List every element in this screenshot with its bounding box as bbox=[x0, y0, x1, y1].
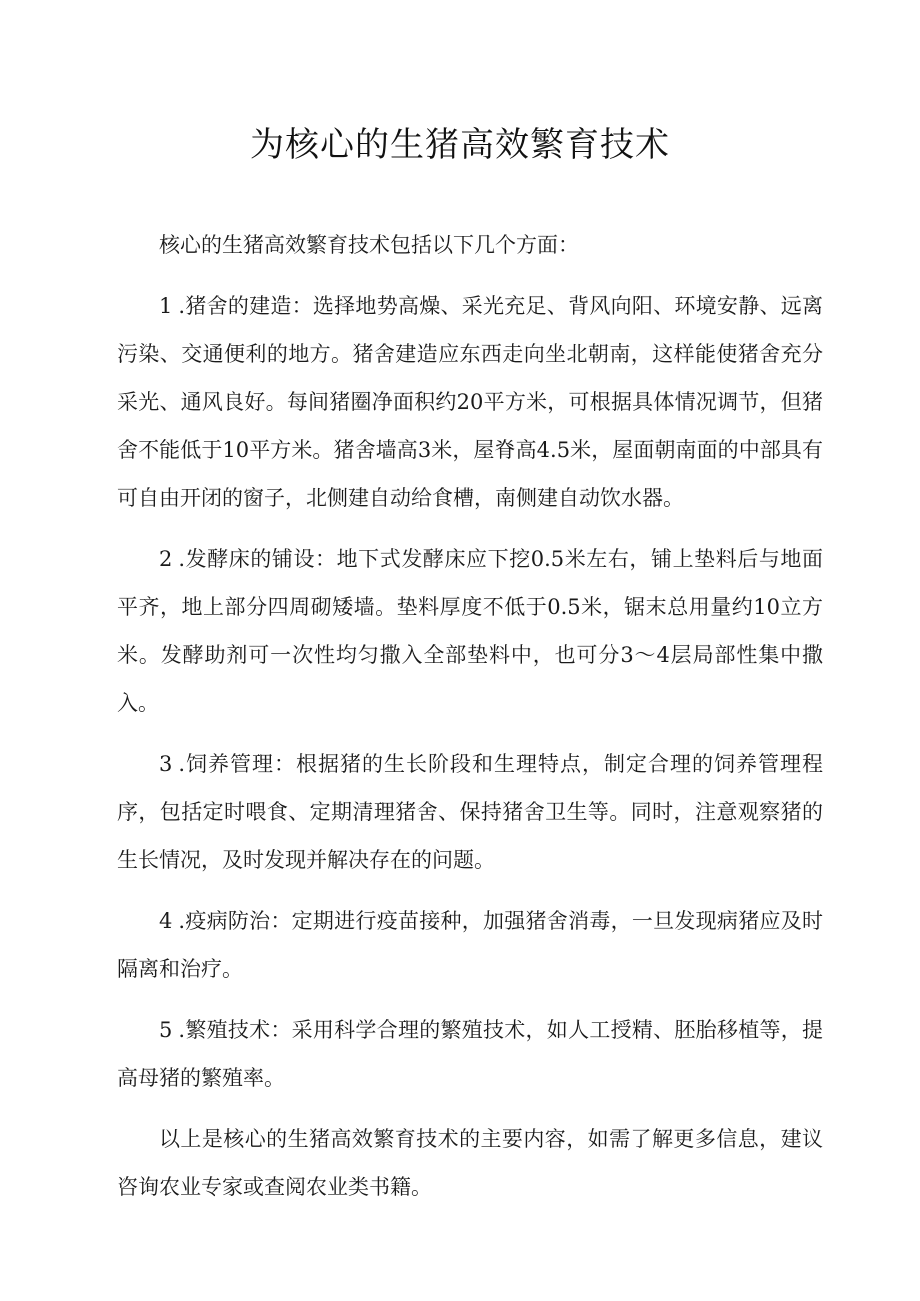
section-number: 1 bbox=[159, 294, 173, 318]
section-paragraph-2 bbox=[117, 535, 823, 727]
section-text: .饲养管理：根据猪的生长阶段和生理特点，制定合理的饲养管理程序，包括定时喂食、定期清理猪舍、保持猪舍卫生等。同时，注意观察猪的生长情况，及时发现并解决存在的问题。 bbox=[117, 752, 823, 872]
section-paragraph-1 bbox=[117, 282, 823, 522]
section-text: .发酵床的铺设：地下式发酵床应下挖0.5米左右，铺上垫料后与地面平齐，地上部分四周砌矮墙。垫料厚度不低于0.5米，锯末总用量约10立方米。发酵助剂可一次性均匀撒入全部垫料中，也可分3～4层局部性集中撒入。 bbox=[117, 547, 823, 715]
section-text: .猪舍的建造：选择地势高燥、采光充足、背风向阳、环境安静、远离污染、交通便利的地方。猪舍建造应东西走向坐北朝南，这样能使猪舍充分采光、通风良好。每间猪圈净面积约20平方米，可根据具体情况调节，但猪舍不能低于10平方米。猪舍墙高3米，屋脊高4.5米，屋面朝南面的中部具有可自由开闭的窗子，北侧建自动给食槽，南侧建自动饮水器。 bbox=[117, 294, 823, 510]
section-number: 4 bbox=[159, 909, 173, 933]
section-number: 5 bbox=[159, 1018, 173, 1042]
section-text: .繁殖技术：采用科学合理的繁殖技术，如人工授精、胚胎移植等，提高母猪的繁殖率。 bbox=[117, 1018, 823, 1090]
intro-paragraph: 核心的生猪高效繁育技术包括以下几个方面： bbox=[159, 233, 579, 257]
section-number: 3 bbox=[159, 752, 173, 776]
section-number: 2 bbox=[159, 547, 173, 571]
conclusion-paragraph: 以上是核心的生猪高效繁育技术的主要内容，如需了解更多信息，建议咨询农业专家或查阅农业类书籍。 bbox=[117, 1127, 823, 1199]
section-text: .疫病防治：定期进行疫苗接种，加强猪舍消毒，一旦发现病猪应及时隔离和治疗。 bbox=[117, 909, 823, 981]
document-title: 为核心的生猪高效繁育技术 bbox=[250, 125, 670, 165]
document-body bbox=[117, 221, 823, 1211]
section-paragraph-4 bbox=[117, 897, 823, 993]
section-paragraph-5 bbox=[117, 1006, 823, 1102]
section-paragraph-3 bbox=[117, 740, 823, 884]
